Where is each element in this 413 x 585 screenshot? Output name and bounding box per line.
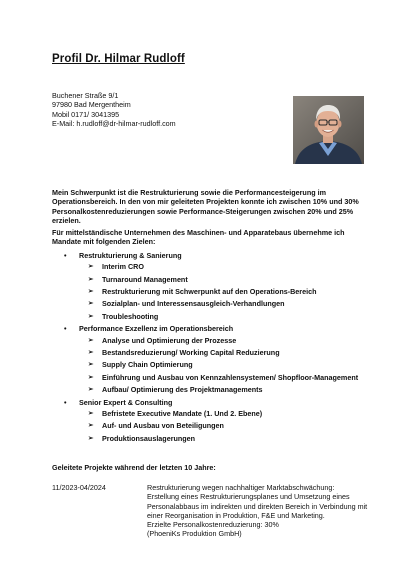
list-item [79, 373, 367, 382]
intro-paragraph: Mein Schwerpunkt ist die Restrukturierung sowie die Performancesteigerung im Operationsbereich. In den von mir geleiteten Projekten konnte ich zwischen 10% und 30% Personalkostenreduzierungen sowie Performance-Steigerungen zwischen 20% und 25% erzielen. [52, 188, 359, 225]
arrow-bullet-icon: ➢ [88, 300, 94, 308]
bullet-icon: • [64, 397, 67, 407]
project-line: Erstellung eines Restrukturierungsplanes und Umsetzung eines [147, 492, 350, 502]
arrow-bullet-icon: ➢ [88, 288, 94, 296]
list-item-text: Analyse und Optimierung der Prozesse [102, 335, 237, 345]
arrow-bullet-icon: ➢ [88, 361, 94, 369]
focus-area-item [52, 324, 367, 394]
list-item [79, 275, 367, 284]
list-item-text: Auf- und Ausbau von Beteiligungen [102, 421, 224, 431]
arrow-bullet-icon: ➢ [88, 312, 94, 320]
focus-area-item [52, 398, 367, 443]
list-item-text: Bestandsreduzierung/ Working Capital Reduzierung [102, 347, 280, 357]
bullet-icon: • [64, 324, 67, 334]
focus-sub-list [79, 409, 367, 443]
profile-photo [293, 96, 364, 164]
focus-area-label: Restrukturierung & Sanierung [79, 251, 182, 260]
project-line: Erzielte Personalkostenreduzierung: 30% [147, 520, 279, 530]
project-line: einer Reorganisation in Produktion, F&E und Marketing. [147, 510, 325, 520]
list-item [79, 421, 367, 430]
arrow-bullet-icon: ➢ [88, 336, 94, 344]
list-item-text: Befristete Executive Mandate (1. Und 2. Ebene) [102, 408, 263, 418]
list-item [79, 262, 367, 271]
list-item [79, 385, 367, 394]
list-item [79, 409, 367, 418]
contact-block [52, 91, 176, 128]
focus-area-label: Performance Exzellenz im Operationsbereich [79, 324, 234, 334]
list-item [79, 360, 367, 369]
project-line: Personalabbaus im indirekten und direkten Bereich in Verbindung mit [147, 501, 368, 511]
arrow-bullet-icon: ➢ [88, 409, 94, 417]
list-item-text: Supply Chain Optimierung [102, 360, 193, 370]
list-item-text: Produktionsauslagerungen [102, 433, 196, 443]
focus-sub-list [79, 262, 367, 321]
list-item-text: Turnaround Management [102, 274, 188, 284]
arrow-bullet-icon: ➢ [88, 263, 94, 271]
focus-area-list [52, 251, 367, 446]
list-item-text: Troubleshooting [102, 311, 159, 321]
page-title: Profil Dr. Hilmar Rudloff [52, 53, 185, 65]
list-item-text: Restrukturierung mit Schwerpunkt auf den Operations-Bereich [102, 287, 317, 297]
contact-mobile: Mobil 0171/ 3041395 [52, 109, 120, 119]
arrow-bullet-icon: ➢ [88, 275, 94, 283]
list-item [79, 434, 367, 443]
arrow-bullet-icon: ➢ [88, 422, 94, 430]
list-item [79, 348, 367, 357]
focus-area-item [52, 251, 367, 321]
list-item [79, 336, 367, 345]
focus-area-label: Senior Expert & Consulting [79, 397, 173, 407]
project-line: Restrukturierung wegen nachhaltiger Marktabschwächung: [147, 483, 335, 492]
project-description [147, 483, 372, 539]
focus-sub-list [79, 336, 367, 395]
bullet-icon: • [64, 251, 67, 260]
arrow-bullet-icon: ➢ [88, 434, 94, 442]
portrait-image [293, 96, 364, 164]
list-item-text: Aufbau/ Optimierung des Projektmanagements [102, 385, 263, 395]
list-item [79, 312, 367, 321]
list-item [79, 287, 367, 296]
contact-city: 97980 Bad Mergentheim [52, 100, 131, 110]
arrow-bullet-icon: ➢ [88, 386, 94, 394]
list-item-text: Sozialplan- und Interessensausgleich-Verhandlungen [102, 299, 285, 309]
arrow-bullet-icon: ➢ [88, 348, 94, 356]
list-item-text: Interim CRO [102, 262, 144, 272]
contact-street: Buchener Straße 9/1 [52, 91, 119, 100]
intro-paragraph-mandates: Für mittelständische Unternehmen des Maschinen- und Apparatebaus übernehme ich Mandate mit folgenden Zielen: [52, 228, 345, 247]
list-item-text: Einführung und Ausbau von Kennzahlensystemen/ Shopfloor-Management [102, 372, 359, 382]
list-item [79, 299, 367, 308]
project-date: 11/2023-04/2024 [52, 483, 106, 492]
projects-heading: Geleitete Projekte während der letzten 10 Jahre: [52, 463, 216, 472]
intro-section [52, 188, 367, 247]
project-line: (PhoeniKs Produktion GmbH) [147, 529, 242, 539]
contact-email: E-Mail: h.rudloff@dr-hilmar-rudloff.com [52, 118, 176, 128]
arrow-bullet-icon: ➢ [88, 373, 94, 381]
